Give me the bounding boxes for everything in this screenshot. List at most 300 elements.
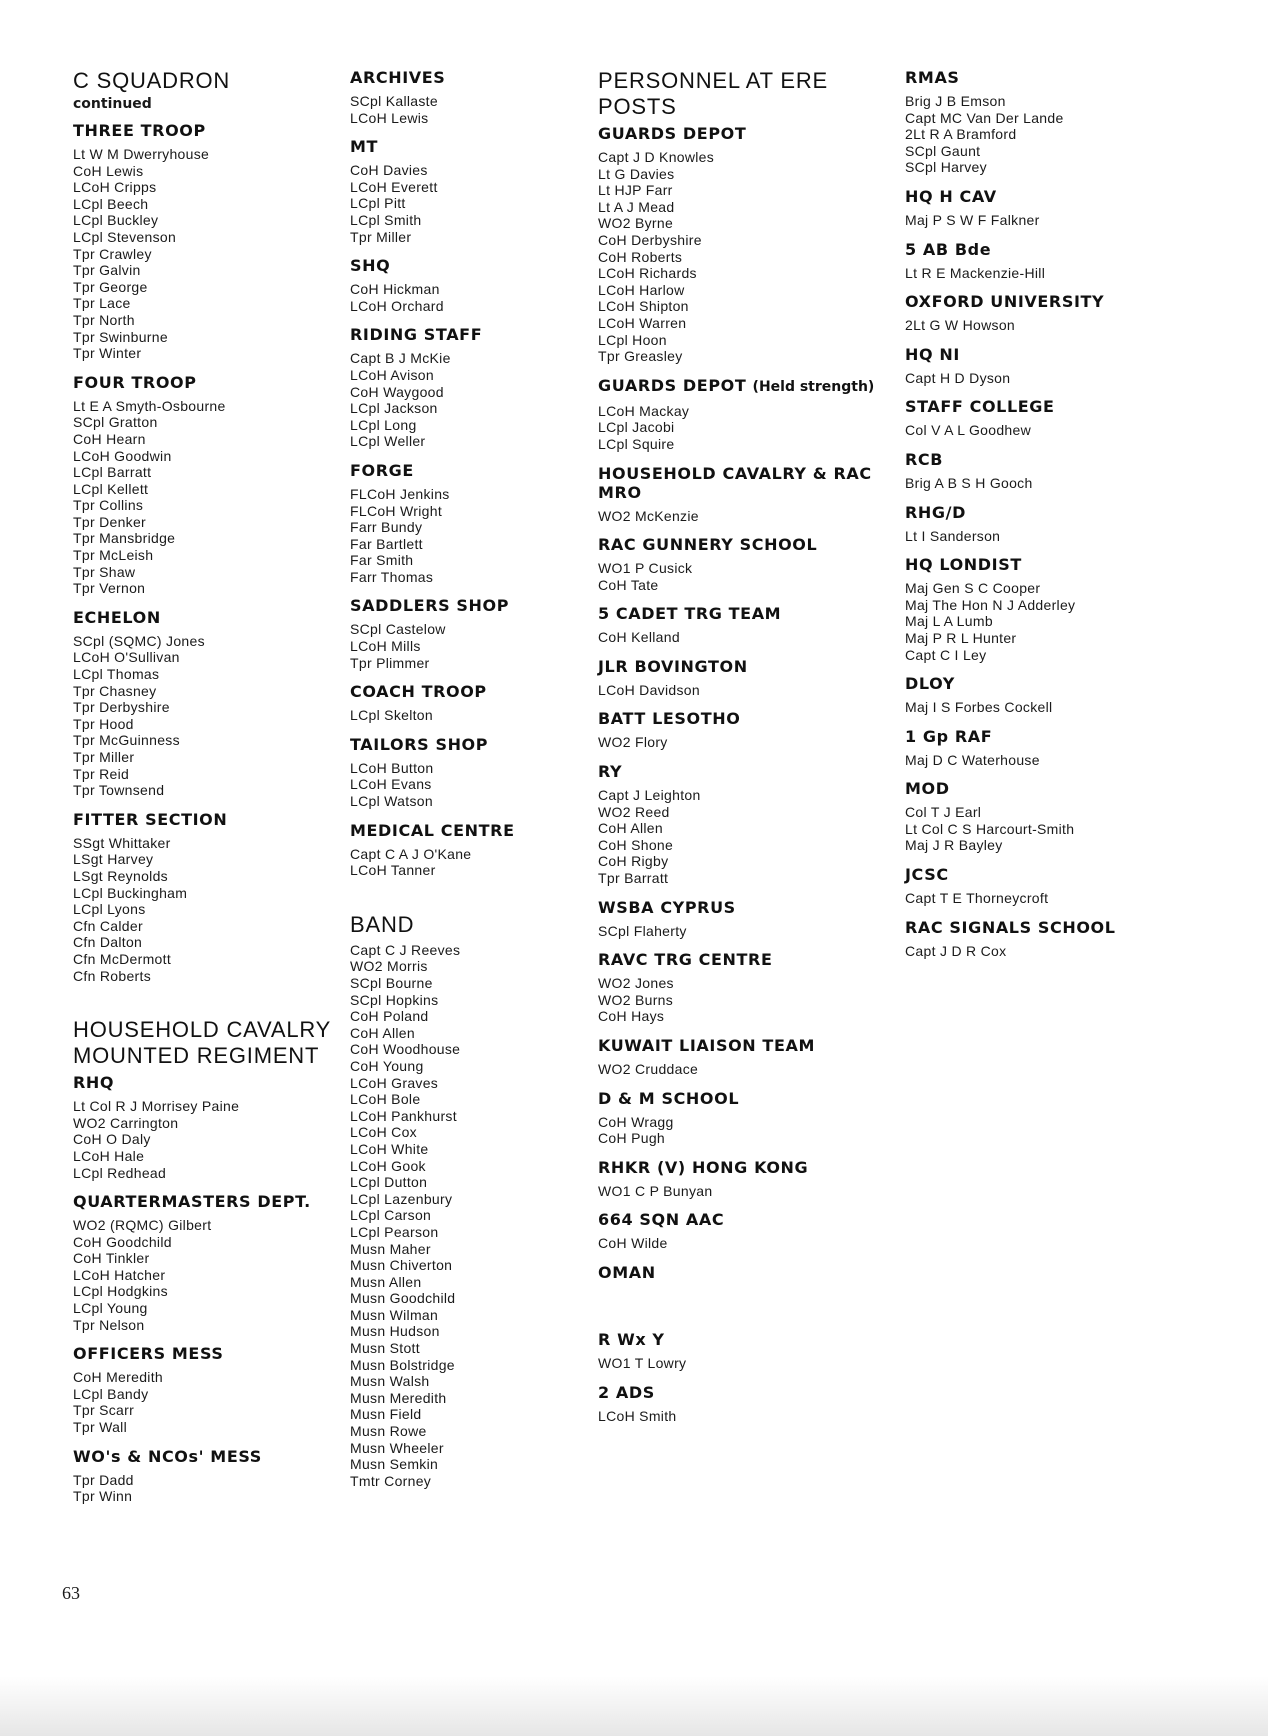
section-title: HQ LONDIST bbox=[905, 555, 1022, 575]
section-heading bbox=[598, 950, 898, 969]
personnel-entry: WO1 P Cusick bbox=[598, 560, 693, 577]
personnel-list bbox=[598, 682, 898, 699]
personnel-entry: WO2 Morris bbox=[350, 958, 428, 975]
column-4 bbox=[905, 68, 1205, 970]
personnel-list bbox=[350, 162, 590, 245]
personnel-list bbox=[350, 707, 590, 724]
personnel-list bbox=[73, 1217, 338, 1333]
personnel-list bbox=[598, 1183, 898, 1200]
personnel-entry: LCpl Lazenbury bbox=[350, 1190, 453, 1207]
personnel-list bbox=[350, 93, 590, 126]
section-title: 5 CADET TRG TEAM bbox=[598, 604, 782, 624]
personnel-entry: SCpl Gratton bbox=[73, 414, 158, 431]
roster-section bbox=[350, 256, 590, 314]
personnel-entry: Lt W M Dwerryhouse bbox=[73, 146, 210, 162]
roster-section bbox=[598, 376, 898, 453]
section-heading bbox=[350, 137, 590, 156]
section-title: SADDLERS SHOP bbox=[350, 596, 510, 616]
personnel-list bbox=[73, 398, 338, 597]
section-heading bbox=[73, 1344, 338, 1363]
personnel-entry: Col V A L Goodhew bbox=[905, 422, 1031, 439]
personnel-entry: Tpr Chasney bbox=[73, 682, 157, 699]
personnel-entry: Tpr Dadd bbox=[73, 1471, 134, 1488]
personnel-entry: CoH Tate bbox=[598, 576, 659, 593]
personnel-entry: CoH Davies bbox=[350, 162, 428, 179]
personnel-entry: LCpl Dutton bbox=[350, 1174, 428, 1191]
roster-section bbox=[73, 121, 338, 362]
personnel-list bbox=[598, 734, 898, 751]
personnel-entry: Tpr Miller bbox=[350, 228, 412, 245]
personnel-entry: Lt G Davies bbox=[598, 165, 675, 182]
personnel-list bbox=[598, 629, 898, 646]
personnel-entry: SSgt Whittaker bbox=[73, 834, 171, 851]
personnel-entry: WO1 T Lowry bbox=[598, 1354, 687, 1371]
roster-section bbox=[905, 503, 1205, 545]
personnel-entry: LCpl Watson bbox=[350, 793, 433, 810]
personnel-entry: LCpl Thomas bbox=[73, 666, 160, 683]
personnel-entry: Tpr Winn bbox=[73, 1488, 133, 1505]
section-title: MEDICAL CENTRE bbox=[350, 820, 515, 840]
personnel-entry: CoH Hickman bbox=[350, 281, 440, 298]
personnel-entry: LCoH Everett bbox=[350, 178, 438, 195]
personnel-entry: Musn Wilman bbox=[350, 1306, 439, 1323]
personnel-entry: WO2 Flory bbox=[598, 734, 668, 751]
personnel-entry: Maj Gen S C Cooper bbox=[905, 580, 1041, 597]
personnel-entry: LCoH Davidson bbox=[598, 681, 700, 698]
personnel-entry: Tpr Crawley bbox=[73, 245, 152, 262]
roster-section bbox=[350, 137, 590, 245]
personnel-entry: Tpr McGuinness bbox=[73, 732, 180, 749]
personnel-entry: Capt J D Knowles bbox=[598, 149, 715, 165]
personnel-entry: CoH Woodhouse bbox=[350, 1041, 461, 1058]
roster-section bbox=[905, 865, 1205, 907]
personnel-list bbox=[598, 1061, 898, 1078]
personnel-entry: LCpl Weller bbox=[350, 433, 426, 450]
personnel-entry: Cfn Dalton bbox=[73, 934, 143, 951]
section-heading bbox=[905, 68, 1205, 87]
personnel-entry: CoH Allen bbox=[350, 1024, 415, 1041]
personnel-entry: Musn Meredith bbox=[350, 1389, 447, 1406]
personnel-entry: CoH Pugh bbox=[598, 1130, 665, 1147]
personnel-entry: LCpl Long bbox=[350, 416, 417, 433]
personnel-entry: Brig A B S H Gooch bbox=[905, 474, 1033, 491]
personnel-entry: WO2 Carrington bbox=[73, 1114, 179, 1131]
section-heading bbox=[905, 555, 1205, 574]
personnel-entry: LCoH Bole bbox=[350, 1091, 421, 1108]
roster-section bbox=[350, 682, 590, 724]
empty-section-space bbox=[598, 1288, 898, 1308]
personnel-entry: LCoH Tanner bbox=[350, 862, 436, 879]
roster-section bbox=[598, 68, 898, 120]
personnel-list bbox=[598, 149, 898, 365]
personnel-entry: Maj D C Waterhouse bbox=[905, 751, 1040, 768]
section-heading bbox=[73, 121, 338, 140]
personnel-list bbox=[73, 1369, 338, 1435]
personnel-entry: Lt I Sanderson bbox=[905, 527, 1001, 544]
section-title: 2 ADS bbox=[598, 1382, 655, 1402]
section-heading bbox=[598, 1330, 898, 1349]
personnel-entry: Maj L A Lumb bbox=[905, 613, 993, 630]
section-title: D & M SCHOOL bbox=[598, 1088, 740, 1108]
personnel-entry: WO2 (RQMC) Gilbert bbox=[73, 1217, 212, 1234]
personnel-entry: Musn Semkin bbox=[350, 1456, 439, 1473]
section-heading bbox=[905, 779, 1205, 798]
section-heading bbox=[598, 1383, 898, 1402]
roster-section bbox=[905, 450, 1205, 492]
roster-section bbox=[598, 762, 898, 887]
personnel-entry: LCoH Pankhurst bbox=[350, 1107, 457, 1124]
roster-section bbox=[905, 727, 1205, 769]
section-heading bbox=[905, 397, 1205, 416]
section-title: COACH TROOP bbox=[350, 682, 487, 702]
roster-section bbox=[73, 68, 338, 113]
section-title: R Wx Y bbox=[598, 1329, 665, 1349]
section-title: KUWAIT LIAISON TEAM bbox=[598, 1036, 815, 1055]
roster-section bbox=[73, 1447, 338, 1505]
personnel-entry: LCoH Hale bbox=[73, 1147, 145, 1164]
personnel-list bbox=[598, 975, 898, 1025]
roster-section bbox=[905, 918, 1205, 960]
personnel-list bbox=[350, 621, 590, 671]
personnel-entry: LCpl Jackson bbox=[350, 400, 438, 417]
section-heading bbox=[73, 608, 338, 627]
section-heading bbox=[598, 464, 898, 502]
section-heading bbox=[350, 821, 590, 840]
section-heading bbox=[73, 68, 338, 94]
section-title: HQ NI bbox=[905, 344, 960, 364]
personnel-entry: Capt J D R Cox bbox=[905, 942, 1007, 959]
personnel-entry: FLCoH Wright bbox=[350, 502, 443, 519]
personnel-entry: CoH Allen bbox=[598, 820, 663, 837]
personnel-entry: LCoH Evans bbox=[350, 776, 432, 793]
section-title: QUARTERMASTERS DEPT. bbox=[73, 1192, 311, 1212]
personnel-entry: WO2 Reed bbox=[598, 803, 670, 820]
section-heading bbox=[598, 898, 898, 917]
section-title: THREE TROOP bbox=[73, 121, 206, 140]
personnel-entry: LCpl Buckley bbox=[73, 212, 159, 229]
personnel-entry: Tpr McLeish bbox=[73, 547, 154, 564]
personnel-entry: Capt C A J O'Kane bbox=[350, 845, 472, 862]
personnel-entry: CoH Derbyshire bbox=[598, 231, 702, 248]
section-title: RCB bbox=[905, 449, 944, 469]
section-heading bbox=[905, 727, 1205, 746]
personnel-entry: LCoH Hatcher bbox=[73, 1266, 166, 1283]
personnel-entry: LCpl Young bbox=[73, 1300, 148, 1317]
section-spacer bbox=[598, 1308, 898, 1330]
personnel-entry: Cfn McDermott bbox=[73, 950, 172, 967]
section-title: JLR BOVINGTON bbox=[598, 656, 748, 676]
section-title: HOUSEHOLD CAVALRY MOUNTED REGIMENT bbox=[73, 1017, 331, 1069]
section-heading bbox=[598, 1210, 898, 1229]
section-title: FOUR TROOP bbox=[73, 372, 197, 392]
personnel-entry: Cfn Roberts bbox=[73, 967, 151, 984]
section-title: OFFICERS MESS bbox=[73, 1344, 224, 1364]
section-title: RHQ bbox=[73, 1073, 115, 1093]
roster-section bbox=[905, 345, 1205, 387]
section-heading bbox=[598, 657, 898, 676]
personnel-entry: Maj I S Forbes Cockell bbox=[905, 699, 1053, 716]
personnel-list bbox=[350, 281, 590, 314]
section-heading bbox=[350, 325, 590, 344]
roster-section bbox=[598, 464, 898, 525]
personnel-entry: Tpr Plimmer bbox=[350, 654, 430, 671]
section-heading bbox=[598, 1263, 898, 1282]
roster-section bbox=[598, 535, 898, 593]
personnel-entry: LCpl Stevenson bbox=[73, 228, 177, 245]
roster-section bbox=[73, 1017, 338, 1069]
personnel-entry: WO2 Cruddace bbox=[598, 1061, 699, 1077]
personnel-entry: Tpr Greasley bbox=[598, 348, 683, 365]
personnel-entry: Tpr Shaw bbox=[73, 563, 136, 580]
personnel-entry: LCoH Smith bbox=[598, 1407, 677, 1424]
personnel-entry: LCoH Shipton bbox=[598, 298, 689, 315]
personnel-entry: SCpl Bourne bbox=[350, 975, 433, 991]
personnel-list bbox=[350, 760, 590, 810]
personnel-entry: CoH O Daly bbox=[73, 1131, 151, 1148]
personnel-entry: LCoH Lewis bbox=[350, 109, 429, 126]
roster-section bbox=[598, 1210, 898, 1252]
personnel-entry: LSgt Reynolds bbox=[73, 867, 168, 884]
personnel-entry: Tpr George bbox=[73, 278, 148, 295]
personnel-entry: LSgt Harvey bbox=[73, 851, 154, 868]
personnel-entry: WO2 Burns bbox=[598, 991, 674, 1008]
section-heading bbox=[598, 68, 898, 120]
personnel-entry: Capt MC Van Der Lande bbox=[905, 109, 1064, 126]
section-heading bbox=[905, 187, 1205, 206]
section-title: FITTER SECTION bbox=[73, 809, 228, 829]
personnel-entry: Capt J Leighton bbox=[598, 787, 701, 804]
section-title: MOD bbox=[905, 779, 950, 799]
personnel-entry: Tpr Derbyshire bbox=[73, 699, 170, 716]
personnel-entry: LCpl Pearson bbox=[350, 1223, 439, 1240]
personnel-entry: CoH Tinkler bbox=[73, 1250, 150, 1267]
personnel-list bbox=[598, 1235, 898, 1252]
roster-section bbox=[73, 810, 338, 984]
personnel-entry: LCoH Avison bbox=[350, 366, 434, 383]
personnel-list bbox=[598, 1114, 898, 1147]
roster-section bbox=[905, 240, 1205, 282]
roster-section bbox=[350, 461, 590, 586]
personnel-entry: LCpl Hodgkins bbox=[73, 1283, 168, 1300]
personnel-entry: LCpl Kellett bbox=[73, 480, 149, 497]
personnel-entry: Tpr Lace bbox=[73, 295, 131, 312]
roster-section bbox=[598, 124, 898, 365]
section-title: RAC SIGNALS SCHOOL bbox=[905, 917, 1116, 937]
personnel-entry: LCpl Hoon bbox=[598, 331, 667, 348]
personnel-entry: WO2 Byrne bbox=[598, 215, 674, 232]
personnel-entry: SCpl Hopkins bbox=[350, 991, 439, 1008]
section-heading bbox=[598, 124, 898, 143]
personnel-list bbox=[905, 528, 1205, 545]
roster-section bbox=[350, 735, 590, 810]
personnel-list bbox=[350, 942, 590, 1490]
section-heading bbox=[905, 674, 1205, 693]
section-heading bbox=[598, 762, 898, 781]
roster-section bbox=[598, 1263, 898, 1308]
personnel-entry: LCoH Graves bbox=[350, 1074, 439, 1091]
personnel-entry: LCoH Cripps bbox=[73, 179, 157, 196]
personnel-list bbox=[73, 146, 338, 362]
personnel-entry: LCoH O'Sullivan bbox=[73, 649, 180, 666]
personnel-entry: CoH Meredith bbox=[73, 1369, 163, 1386]
personnel-entry: Lt A J Mead bbox=[598, 198, 675, 215]
personnel-entry: Farr Bundy bbox=[350, 519, 423, 536]
roster-section bbox=[350, 821, 590, 879]
personnel-entry: LCoH Warren bbox=[598, 314, 687, 331]
personnel-entry: Brig J B Emson bbox=[905, 93, 1006, 109]
personnel-entry: SCpl Castelow bbox=[350, 621, 446, 638]
section-heading bbox=[350, 461, 590, 480]
section-title: WO's & NCOs' MESS bbox=[73, 1446, 262, 1466]
personnel-entry: Tpr Townsend bbox=[73, 782, 165, 799]
personnel-entry: Maj P R L Hunter bbox=[905, 629, 1017, 646]
roster-section bbox=[905, 187, 1205, 229]
section-title: WSBA CYPRUS bbox=[598, 897, 736, 917]
personnel-entry: SCpl Harvey bbox=[905, 159, 987, 176]
roster-section bbox=[905, 397, 1205, 439]
page-number: 63 bbox=[62, 1583, 80, 1603]
personnel-list bbox=[905, 317, 1205, 334]
personnel-entry: Far Bartlett bbox=[350, 535, 423, 552]
roster-section bbox=[598, 604, 898, 646]
roster-section bbox=[73, 608, 338, 799]
section-heading bbox=[598, 376, 898, 397]
section-title: TAILORS SHOP bbox=[350, 734, 489, 754]
personnel-entry: FLCoH Jenkins bbox=[350, 485, 450, 502]
personnel-entry: Musn Bolstridge bbox=[350, 1356, 455, 1373]
section-title: OMAN bbox=[598, 1262, 656, 1282]
personnel-entry: LCpl Redhead bbox=[73, 1164, 167, 1181]
personnel-entry: Farr Thomas bbox=[350, 568, 434, 585]
section-title: C SQUADRON bbox=[73, 68, 231, 93]
personnel-entry: CoH Lewis bbox=[73, 162, 144, 179]
personnel-list bbox=[598, 923, 898, 940]
personnel-entry: Tmtr Corney bbox=[350, 1472, 432, 1489]
section-title: GUARDS DEPOT bbox=[598, 375, 747, 395]
section-title: BATT LESOTHO bbox=[598, 709, 741, 729]
personnel-list bbox=[905, 943, 1205, 960]
personnel-entry: Lt HJP Farr bbox=[598, 182, 673, 199]
section-title: ARCHIVES bbox=[350, 68, 446, 87]
personnel-entry: CoH Hays bbox=[598, 1008, 665, 1025]
personnel-entry: Tpr Hood bbox=[73, 715, 134, 732]
personnel-list bbox=[905, 265, 1205, 282]
personnel-entry: CoH Rigby bbox=[598, 853, 669, 870]
column-2 bbox=[350, 68, 590, 1500]
section-spacer bbox=[73, 995, 338, 1017]
roster-section bbox=[598, 1089, 898, 1147]
section-heading bbox=[598, 535, 898, 554]
personnel-entry: LCoH Harlow bbox=[598, 281, 685, 298]
section-heading bbox=[598, 1089, 898, 1108]
roster-section bbox=[598, 1036, 898, 1078]
personnel-entry: LCpl Buckingham bbox=[73, 884, 188, 901]
section-heading bbox=[73, 373, 338, 392]
personnel-entry: CoH Kelland bbox=[598, 629, 680, 646]
personnel-list bbox=[350, 486, 590, 586]
section-heading bbox=[350, 735, 590, 754]
personnel-entry: LCoH Cox bbox=[350, 1124, 417, 1141]
personnel-entry: Capt H D Dyson bbox=[905, 369, 1011, 386]
section-heading bbox=[598, 604, 898, 623]
personnel-entry: Capt C J Reeves bbox=[350, 941, 461, 958]
personnel-entry: WO2 Jones bbox=[598, 975, 674, 992]
section-title: GUARDS DEPOT bbox=[598, 124, 747, 143]
personnel-entry: Musn Chiverton bbox=[350, 1257, 453, 1274]
personnel-list bbox=[905, 93, 1205, 176]
personnel-list bbox=[73, 1098, 338, 1181]
personnel-entry: Tpr Scarr bbox=[73, 1402, 135, 1419]
section-heading bbox=[350, 256, 590, 275]
roster-section bbox=[598, 950, 898, 1025]
roster-section bbox=[350, 596, 590, 671]
section-note: (Held strength) bbox=[752, 378, 875, 395]
section-title: PERSONNEL AT ERE POSTS bbox=[598, 68, 829, 119]
personnel-entry: Musn Allen bbox=[350, 1273, 422, 1290]
personnel-entry: Maj The Hon N J Adderley bbox=[905, 596, 1076, 613]
personnel-entry: SCpl Flaherty bbox=[598, 922, 687, 939]
roster-section bbox=[350, 912, 590, 1490]
personnel-entry: CoH Young bbox=[350, 1057, 424, 1074]
personnel-entry: Musn Stott bbox=[350, 1340, 420, 1357]
roster-section bbox=[598, 1158, 898, 1200]
personnel-entry: LCoH Richards bbox=[598, 265, 697, 282]
section-title: JCSC bbox=[905, 865, 949, 885]
section-heading bbox=[905, 240, 1205, 259]
section-heading bbox=[905, 345, 1205, 364]
personnel-entry: Tpr Nelson bbox=[73, 1316, 145, 1333]
section-title: 1 Gp RAF bbox=[905, 726, 993, 746]
personnel-entry: Lt Col R J Morrisey Paine bbox=[73, 1098, 240, 1115]
personnel-entry: Capt T E Thorneycroft bbox=[905, 890, 1049, 907]
roster-section bbox=[905, 674, 1205, 716]
personnel-entry: Musn Hudson bbox=[350, 1323, 440, 1340]
personnel-entry: LCpl Smith bbox=[350, 211, 422, 228]
personnel-entry: Tpr North bbox=[73, 311, 135, 328]
column-1 bbox=[73, 68, 338, 1516]
section-heading bbox=[350, 912, 590, 938]
personnel-entry: Tpr Mansbridge bbox=[73, 530, 176, 547]
personnel-entry: LCpl Beech bbox=[73, 195, 149, 212]
personnel-entry: Tpr Denker bbox=[73, 513, 147, 530]
section-heading bbox=[73, 810, 338, 829]
personnel-entry: Tpr Wall bbox=[73, 1419, 127, 1436]
personnel-entry: Col T J Earl bbox=[905, 804, 982, 821]
personnel-entry: Maj J R Bayley bbox=[905, 837, 1003, 854]
roster-section bbox=[905, 779, 1205, 854]
personnel-entry: SCpl Kallaste bbox=[350, 93, 438, 109]
section-heading bbox=[73, 1447, 338, 1466]
personnel-list bbox=[598, 560, 898, 593]
personnel-entry: LCpl Barratt bbox=[73, 464, 152, 481]
section-heading bbox=[598, 1158, 898, 1177]
personnel-list bbox=[905, 699, 1205, 716]
personnel-entry: LCoH Mills bbox=[350, 638, 421, 655]
section-heading bbox=[73, 1073, 338, 1092]
roster-section bbox=[73, 1344, 338, 1435]
personnel-entry: Tpr Winter bbox=[73, 345, 142, 362]
personnel-list bbox=[350, 350, 590, 450]
personnel-entry: LCoH Button bbox=[350, 759, 434, 776]
section-title: FORGE bbox=[350, 460, 414, 480]
personnel-list bbox=[905, 212, 1205, 229]
personnel-entry: CoH Wragg bbox=[598, 1113, 674, 1130]
roster-section bbox=[73, 1192, 338, 1333]
column-3 bbox=[598, 68, 898, 1435]
personnel-entry: WO1 C P Bunyan bbox=[598, 1182, 713, 1199]
personnel-entry: Tpr Vernon bbox=[73, 580, 146, 597]
personnel-entry: Tpr Collins bbox=[73, 497, 144, 514]
